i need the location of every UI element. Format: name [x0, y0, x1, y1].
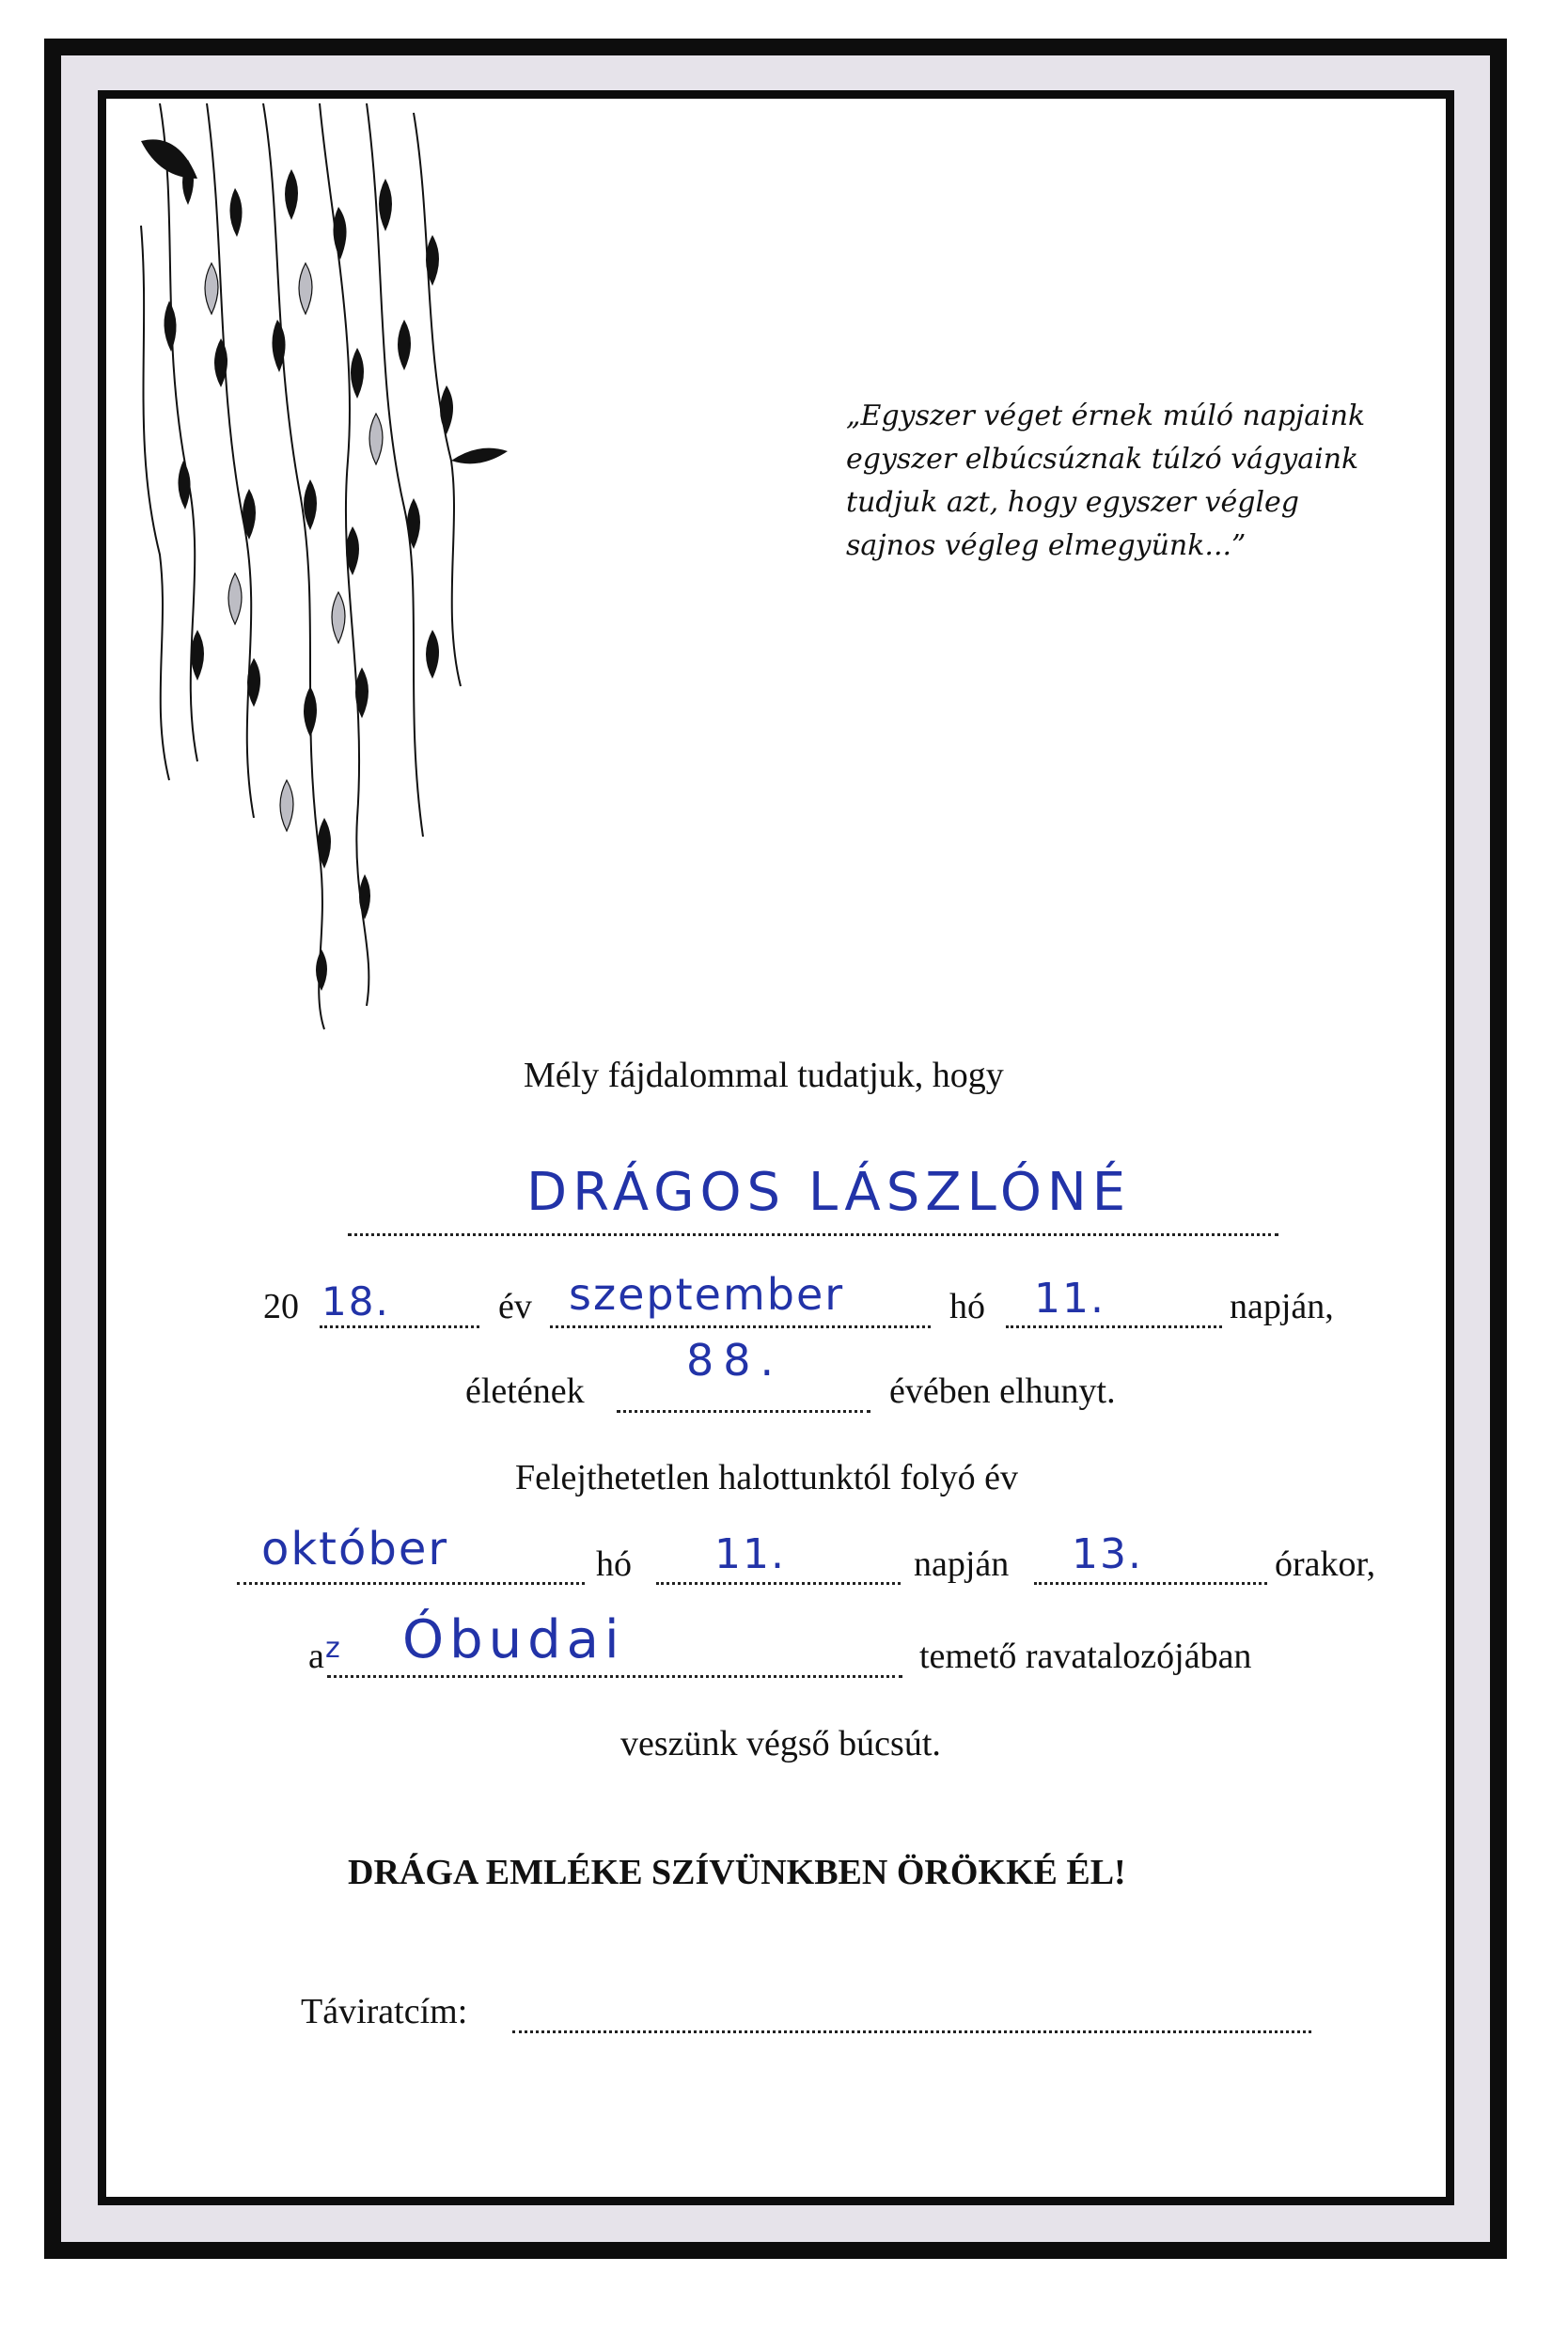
- funeral-day-word: napján: [914, 1544, 1010, 1584]
- closing-statement: DRÁGA EMLÉKE SZÍVÜNKBEN ÖRÖKKÉ ÉL!: [348, 1853, 1126, 1892]
- poem-line: tudjuk azt, hogy egyszer végleg: [846, 486, 1300, 519]
- funeral-intro: Felejthetetlen halottunktól folyó év: [515, 1458, 1019, 1497]
- day-word: napján,: [1230, 1287, 1334, 1326]
- poem-line: sajnos végleg elmegyünk...”: [846, 529, 1247, 562]
- poem-line: „Egyszer véget érnek múló napjaink: [846, 400, 1366, 432]
- death-day: 11.: [1034, 1275, 1105, 1323]
- funeral-month-dotted-line: [237, 1582, 585, 1585]
- telegram-label: Táviratcím:: [301, 1992, 468, 2031]
- cemetery-prefix: a: [308, 1637, 324, 1676]
- deceased-name: DRÁGOS LÁSZLÓNÉ: [526, 1162, 1132, 1223]
- memorial-poem: [846, 395, 1391, 568]
- name-dotted-line: [348, 1233, 1278, 1236]
- cemetery-prefix-handwritten: z: [325, 1632, 342, 1665]
- funeral-hour-dotted-line: [1034, 1582, 1267, 1585]
- funeral-day: 11.: [714, 1530, 786, 1578]
- intro-text: Mély fájdalommal tudatjuk, hogy: [524, 1056, 1004, 1095]
- funeral-hour: 13.: [1072, 1530, 1143, 1578]
- cemetery-suffix: temető ravatalozójában: [919, 1637, 1252, 1676]
- telegram-dotted-line: [512, 2030, 1311, 2033]
- funeral-month: október: [261, 1523, 449, 1575]
- funeral-month-word: hó: [596, 1544, 632, 1584]
- age-value: 88.: [686, 1335, 784, 1386]
- age-prefix: életének: [465, 1371, 585, 1411]
- year-prefix: 20: [263, 1287, 299, 1326]
- poem-line: egyszer elbúcsúznak túlzó vágyaink: [846, 443, 1359, 476]
- funeral-hour-word: órakor,: [1275, 1544, 1376, 1584]
- year-dotted-line: [320, 1325, 479, 1328]
- age-suffix: évében elhunyt.: [889, 1371, 1116, 1411]
- month-dotted-line: [550, 1325, 931, 1328]
- month-word: hó: [949, 1287, 985, 1326]
- funeral-day-dotted-line: [656, 1582, 901, 1585]
- cemetery-name: Óbudai: [402, 1609, 625, 1670]
- death-month: szeptember: [569, 1269, 845, 1320]
- farewell-text: veszünk végső búcsút.: [620, 1724, 941, 1763]
- year-word: év: [498, 1287, 532, 1326]
- willow-branches-illustration: [122, 103, 555, 1034]
- death-year: 18.: [321, 1278, 390, 1324]
- day-dotted-line: [1006, 1325, 1222, 1328]
- age-dotted-line: [617, 1410, 870, 1413]
- cemetery-dotted-line: [327, 1675, 902, 1678]
